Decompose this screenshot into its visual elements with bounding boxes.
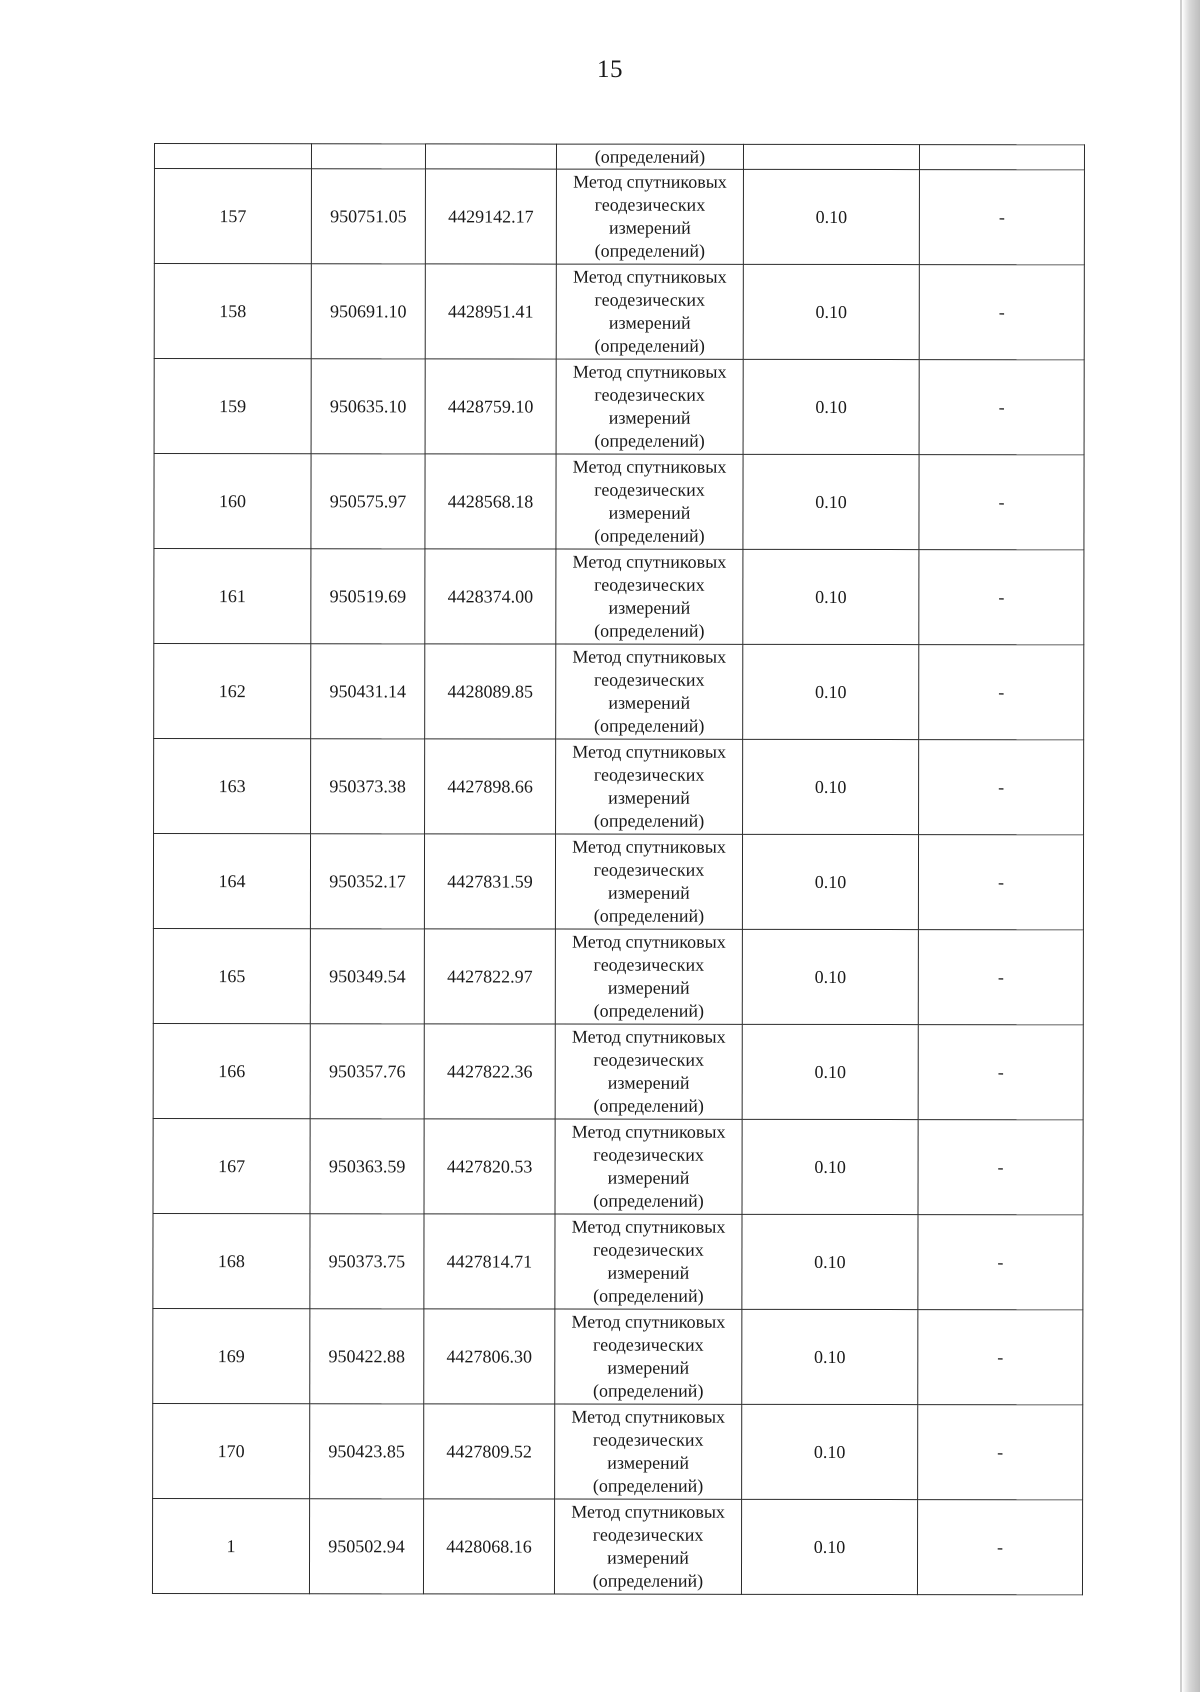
method-line: Метод спутниковых — [572, 931, 726, 952]
method-line: геодезических — [593, 764, 705, 785]
method-line: измерений — [607, 1072, 690, 1093]
method-line: геодезических — [594, 384, 705, 405]
accuracy-cell: 0.10 — [743, 644, 919, 739]
method-line: геодезических — [593, 1334, 704, 1355]
method-line: (определений) — [593, 1095, 704, 1116]
method-line: геодезических — [592, 1524, 704, 1545]
accuracy-cell: 0.10 — [743, 739, 919, 834]
method-cell — [556, 359, 743, 454]
point-number-cell: 157 — [154, 169, 311, 264]
method-line: (определений) — [593, 1190, 704, 1211]
method-line: Метод спутниковых — [571, 1121, 726, 1142]
point-number-cell: 161 — [154, 549, 311, 644]
note-cell: - — [919, 360, 1084, 455]
method-cell — [555, 834, 742, 929]
accuracy-cell: 0.10 — [742, 929, 918, 1024]
note-cell: - — [918, 930, 1083, 1025]
method-line: Метод спутниковых — [571, 1501, 725, 1522]
accuracy-cell: 0.10 — [743, 454, 919, 549]
y-coordinate-cell: 4428374.00 — [425, 549, 556, 644]
point-number-cell: 164 — [153, 834, 310, 929]
method-line: геодезических — [594, 289, 706, 310]
table-row — [152, 1498, 1082, 1594]
method-line: Метод спутниковых — [572, 836, 726, 857]
method-line: (определений) — [592, 1570, 704, 1591]
method-line: геодезических — [594, 574, 705, 595]
method-cell — [556, 644, 743, 739]
accuracy-cell: 0.10 — [742, 1309, 918, 1404]
method-line: измерений — [607, 1167, 690, 1188]
x-coordinate-cell: 950519.69 — [311, 549, 425, 644]
method-line: измерений — [608, 692, 691, 713]
method-line: геодезических — [593, 1239, 704, 1260]
point-number-cell: 165 — [153, 928, 310, 1023]
table-cell — [311, 144, 425, 169]
table-row — [153, 834, 1083, 930]
method-line: Метод спутниковых — [571, 1026, 726, 1047]
method-line: геодезических — [593, 1144, 704, 1165]
accuracy-cell: 0.10 — [742, 1404, 918, 1499]
method-line: (определений) — [594, 335, 705, 356]
method-line: измерений — [608, 882, 690, 903]
note-cell: - — [918, 1120, 1083, 1215]
x-coordinate-cell: 950423.85 — [310, 1404, 424, 1499]
method-line: измерений — [608, 217, 691, 238]
point-number-cell: 159 — [154, 359, 311, 454]
method-line: (определений) — [593, 1000, 704, 1021]
method-line: измерений — [608, 312, 691, 333]
x-coordinate-cell: 950431.14 — [311, 644, 425, 739]
note-cell: - — [917, 1500, 1082, 1595]
table-row — [153, 1118, 1083, 1214]
point-number-cell: 169 — [153, 1308, 310, 1403]
method-line: измерений — [608, 502, 691, 523]
accuracy-cell: 0.10 — [743, 264, 919, 359]
y-coordinate-cell: 4428089.85 — [425, 644, 556, 739]
table-cell — [425, 144, 556, 169]
method-line: (определений) — [593, 715, 705, 736]
method-line: Метод спутниковых — [572, 741, 727, 762]
method-line: Метод спутниковых — [571, 1406, 726, 1427]
method-line: Метод спутниковых — [571, 1311, 726, 1332]
point-number-cell: 167 — [153, 1118, 310, 1213]
x-coordinate-cell: 950352.17 — [310, 834, 424, 929]
x-coordinate-cell: 950349.54 — [310, 929, 424, 1024]
method-line: геодезических — [593, 1049, 705, 1070]
table-row — [154, 359, 1084, 455]
table-row — [154, 169, 1084, 265]
note-cell: - — [918, 835, 1083, 930]
method-line: геодезических — [593, 859, 705, 880]
method-line: (определений) — [594, 430, 705, 451]
y-coordinate-cell: 4427822.97 — [424, 929, 555, 1024]
method-line: Метод спутниковых — [572, 646, 727, 667]
point-number-cell: 166 — [153, 1023, 310, 1118]
table-row — [153, 1403, 1083, 1499]
note-cell: - — [919, 645, 1084, 740]
method-cell — [555, 1404, 742, 1499]
y-coordinate-cell: 4427898.66 — [425, 739, 556, 834]
note-cell: - — [919, 265, 1084, 360]
method-line: Метод спутниковых — [572, 361, 727, 382]
method-cell — [554, 1499, 741, 1594]
method-line: Метод спутниковых — [571, 1216, 726, 1237]
x-coordinate-cell: 950363.59 — [310, 1119, 424, 1214]
table-cell — [743, 144, 919, 169]
x-coordinate-cell: 950357.76 — [310, 1024, 424, 1119]
accuracy-cell: 0.10 — [743, 549, 919, 644]
method-line: геодезических — [594, 479, 705, 500]
note-cell: - — [918, 1310, 1083, 1405]
note-cell: - — [919, 170, 1084, 265]
y-coordinate-cell: 4428568.18 — [425, 454, 556, 549]
note-cell: - — [919, 455, 1084, 550]
x-coordinate-cell: 950691.10 — [311, 264, 425, 359]
accuracy-cell: 0.10 — [741, 1499, 917, 1594]
accuracy-cell: 0.10 — [742, 834, 918, 929]
method-cell — [556, 454, 743, 549]
accuracy-cell: 0.10 — [742, 1024, 918, 1119]
accuracy-cell: 0.10 — [743, 169, 919, 264]
method-cell — [555, 1024, 742, 1119]
method-line: Метод спутниковых — [572, 551, 727, 572]
note-cell: - — [919, 740, 1084, 835]
table-cell — [154, 144, 311, 169]
method-line: Метод спутниковых — [572, 266, 727, 287]
y-coordinate-cell: 4427814.71 — [424, 1214, 555, 1309]
table-cell: (определений) — [556, 144, 743, 169]
method-cell — [556, 549, 743, 644]
table-row — [153, 1023, 1083, 1119]
y-coordinate-cell: 4427806.30 — [424, 1309, 555, 1404]
method-line: измерений — [607, 1357, 690, 1378]
point-number-cell: 162 — [154, 644, 311, 739]
x-coordinate-cell: 950751.05 — [311, 169, 425, 264]
method-line: геодезических — [592, 1429, 704, 1450]
method-cell — [556, 169, 743, 264]
point-number-cell: 163 — [154, 739, 311, 834]
note-cell: - — [918, 1215, 1083, 1310]
table-row — [153, 1213, 1083, 1309]
method-line: (определений) — [593, 1380, 704, 1401]
method-line: измерений — [607, 977, 690, 998]
y-coordinate-cell: 4428951.41 — [425, 264, 556, 359]
table-row — [153, 928, 1083, 1024]
point-number-cell: 1 — [152, 1498, 309, 1593]
method-line: (определений) — [593, 810, 705, 831]
method-line: (определений) — [593, 905, 705, 926]
method-line: измерений — [607, 1452, 690, 1473]
point-number-cell: 168 — [153, 1213, 310, 1308]
table-row — [154, 739, 1084, 835]
method-line: геодезических — [593, 669, 705, 690]
x-coordinate-cell: 950502.94 — [309, 1499, 423, 1594]
method-cell — [555, 1119, 742, 1214]
accuracy-cell: 0.10 — [742, 1214, 918, 1309]
method-line: измерений — [607, 1262, 690, 1283]
y-coordinate-cell: 4428068.16 — [423, 1499, 554, 1594]
method-line: (определений) — [594, 240, 706, 261]
method-line: измерений — [608, 787, 690, 808]
point-number-cell: 170 — [153, 1403, 310, 1498]
table-row — [154, 264, 1084, 360]
accuracy-cell: 0.10 — [742, 1119, 918, 1214]
table-row — [154, 454, 1084, 550]
coordinates-table — [152, 143, 1085, 1595]
method-line: (определений) — [593, 1285, 704, 1306]
table-row — [154, 549, 1084, 645]
y-coordinate-cell: 4429142.17 — [425, 169, 556, 264]
method-cell — [555, 929, 742, 1024]
x-coordinate-cell: 950422.88 — [310, 1309, 424, 1404]
method-line: геодезических — [593, 954, 705, 975]
method-cell — [556, 739, 743, 834]
table-cell — [919, 145, 1084, 170]
note-cell: - — [919, 550, 1084, 645]
y-coordinate-cell: 4427822.36 — [424, 1024, 555, 1119]
accuracy-cell: 0.10 — [743, 359, 919, 454]
x-coordinate-cell: 950635.10 — [311, 359, 425, 454]
method-line: измерений — [607, 1547, 689, 1568]
method-line: Метод спутниковых — [572, 456, 727, 477]
scan-shadow — [1182, 0, 1200, 1692]
method-cell — [555, 1309, 742, 1404]
table-continuation-row — [154, 144, 1084, 170]
method-cell — [556, 264, 743, 359]
method-line: Метод спутниковых — [573, 171, 727, 192]
point-number-cell: 160 — [154, 454, 311, 549]
y-coordinate-cell: 4427831.59 — [424, 834, 555, 929]
y-coordinate-cell: 4428759.10 — [425, 359, 556, 454]
point-number-cell: 158 — [154, 264, 311, 359]
table-row — [154, 644, 1084, 740]
x-coordinate-cell: 950373.75 — [310, 1214, 424, 1309]
y-coordinate-cell: 4427820.53 — [424, 1119, 555, 1214]
x-coordinate-cell: 950575.97 — [311, 454, 425, 549]
page-number: 15 — [597, 56, 623, 83]
method-line: измерений — [608, 407, 691, 428]
method-line: (определений) — [594, 620, 705, 641]
table-row — [153, 1308, 1083, 1404]
method-line: геодезических — [594, 194, 706, 215]
note-cell: - — [918, 1025, 1083, 1120]
method-cell — [555, 1214, 742, 1309]
note-cell: - — [918, 1405, 1083, 1500]
method-line: (определений) — [592, 1475, 704, 1496]
x-coordinate-cell: 950373.38 — [311, 739, 425, 834]
y-coordinate-cell: 4427809.52 — [424, 1404, 555, 1499]
method-line: (определений) — [594, 525, 705, 546]
method-line: измерений — [608, 597, 691, 618]
